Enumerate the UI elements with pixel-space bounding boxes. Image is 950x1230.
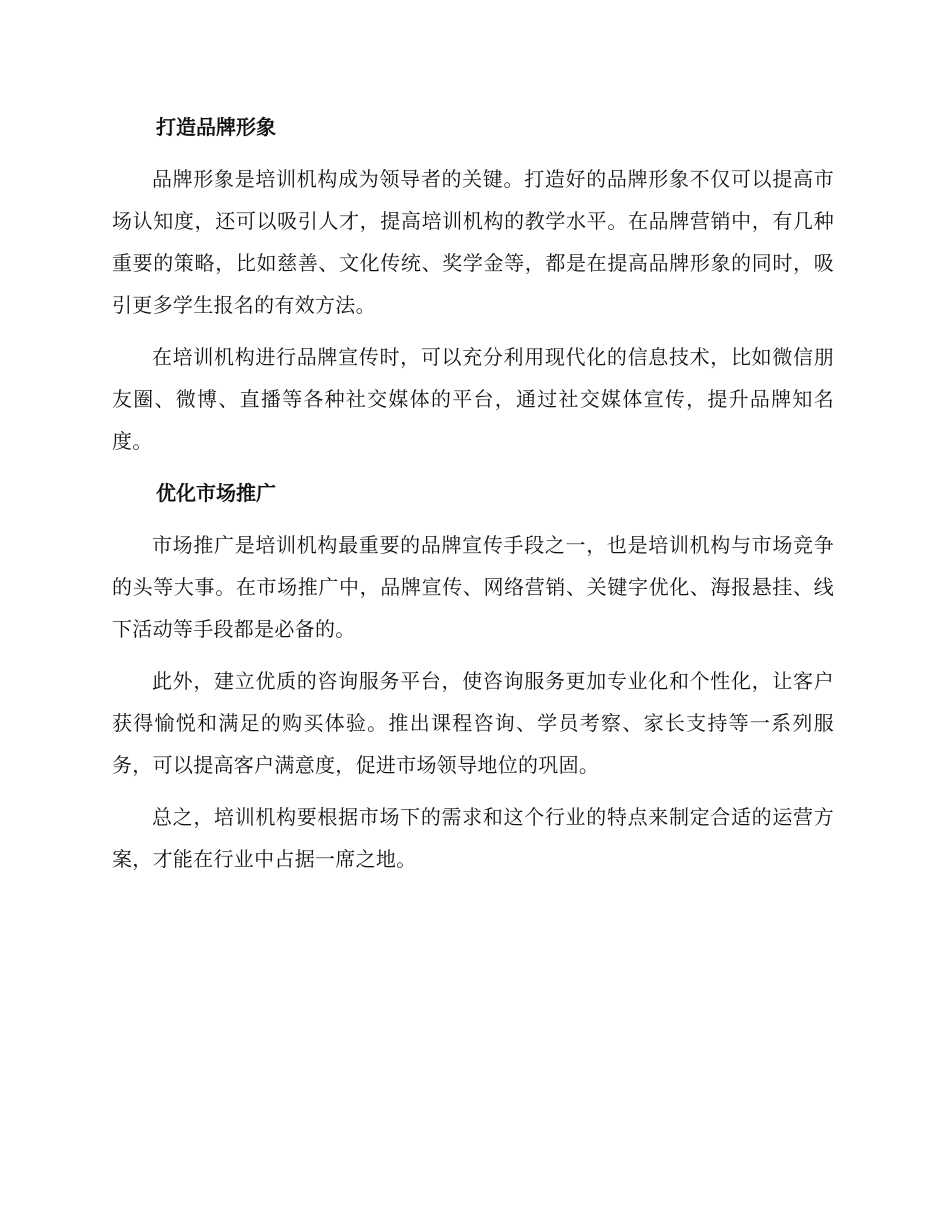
section-heading-market-promotion: 优化市场推广 xyxy=(156,481,276,505)
paragraph: 此外，建立优质的咨询服务平台，使咨询服务更加专业化和个性化，让客户获得愉悦和满足的购买体验。推出课程咨询、学员考察、家长支持等一系列服务，可以提高客户满意度，促进市场领导地位的巩固。 xyxy=(112,669,834,777)
paragraph: 总之，培训机构要根据市场下的需求和这个行业的特点来制定合适的运营方案，才能在行业中占据一席之地。 xyxy=(112,805,834,871)
paragraph: 品牌形象是培训机构成为领导者的关键。打造好的品牌形象不仅可以提高市场认知度，还可以吸引人才，提高培训机构的教学水平。在品牌营销中，有几种重要的策略，比如慈善、文化传统、奖学金等，都是在提高品牌形象的同时，吸引更多学生报名的有效方法。 xyxy=(112,167,834,317)
paragraph: 在培训机构进行品牌宣传时，可以充分利用现代化的信息技术，比如微信朋友圈、微博、直播等各种社交媒体的平台，通过社交媒体宣传，提升品牌知名度。 xyxy=(112,345,834,453)
paragraph: 市场推广是培训机构最重要的品牌宣传手段之一，也是培训机构与市场竞争的头等大事。在市场推广中，品牌宣传、网络营销、关键字优化、海报悬挂、线下活动等手段都是必备的。 xyxy=(112,533,834,641)
section-heading-brand-image: 打造品牌形象 xyxy=(156,115,276,139)
document-body xyxy=(112,106,834,890)
